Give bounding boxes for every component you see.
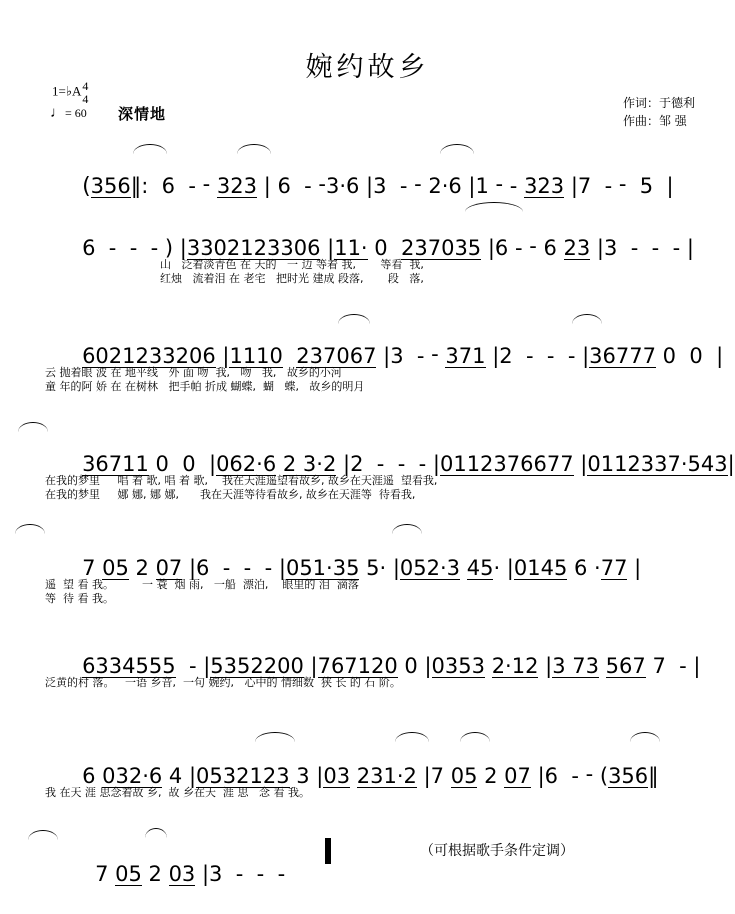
note-group: 3 73 (552, 654, 599, 678)
key-signature (52, 80, 88, 105)
slur-arc (237, 144, 271, 154)
note-group: 237035 (401, 236, 482, 260)
note-group: 2 (128, 556, 156, 580)
note-group: 3302123306 (186, 236, 321, 260)
page-title: 婉约故乡 (305, 52, 430, 83)
slur-arc (338, 314, 370, 324)
note-group: 6 · (567, 556, 601, 580)
note-group: 231·2 (356, 764, 417, 788)
note-group: 03 (323, 764, 351, 788)
note-group: 5· | (359, 556, 400, 580)
note-group: 1110 (229, 344, 283, 368)
note-group: 602123 (82, 344, 163, 368)
note-group: 6334555 (82, 654, 176, 678)
slur-arc (440, 144, 474, 154)
note-group: 2·12 (491, 654, 539, 678)
key-signature-text: 1=♭A (52, 83, 82, 99)
note-group: 3206 (162, 344, 216, 368)
slur-arc (133, 144, 167, 154)
note-group: 6 (82, 764, 103, 788)
note-group: 07 (155, 556, 183, 580)
staff-line-3-lyrics-verse1: 云 抛着眼 波 在 地平线 外 面 吻 我, 吻 我, 故乡的小河 (45, 366, 342, 379)
note-group: 052·3 (399, 556, 461, 580)
note-group: 0112337·543 (587, 452, 728, 476)
note-group: 062·6 (216, 452, 277, 476)
note-group: |3 - - - (195, 862, 292, 886)
staff-line-8-notes (55, 838, 705, 910)
note-group: 0 (367, 236, 401, 260)
note-group: 5352200 (210, 654, 304, 678)
note-group: | (215, 344, 230, 368)
note-group: 0 0 | (148, 452, 217, 476)
slur-arc (460, 732, 490, 742)
footnote: （可根据歌手条件定调） (420, 843, 574, 859)
credits (623, 94, 695, 130)
staff-line-3-lyrics-verse2: 童 年的阿 娇 在 在树林 把手帕 折成 蝴蝶, 蝴 蝶, 故乡的明月 (45, 380, 365, 393)
note-group: | (573, 452, 588, 476)
lyricist-credit: 作词：于德利 (622, 96, 695, 110)
repeat-end-icon: ‖ (648, 764, 659, 788)
note-group: | (320, 236, 335, 260)
note-group: 45 (466, 556, 494, 580)
staff-line-5-lyrics-verse1: 遥 望 看 我。 一 蓑 烟 雨, 一船 漂泊, 眼里的 泪 滴落 (45, 578, 359, 591)
note-group: 356 (90, 174, 131, 198)
slur-arc (630, 732, 660, 742)
note-group: · | (493, 556, 514, 580)
note-group: | (627, 556, 642, 580)
expression-marking: 深情地 (118, 105, 167, 123)
note-group: 051·35 (285, 556, 360, 580)
note-group: 05 (102, 556, 129, 580)
staff-line-6-lyrics-verse1: 泛黄的村 落。 一语 乡音, 一句 婉约, 心中的 情细数 狭 长 的 石 阶。 (45, 676, 401, 689)
note-group: 2 (141, 862, 169, 886)
note-group: | (727, 452, 735, 476)
staff-line-4-lyrics-verse2: 在我的梦里 娜 娜, 娜 娜, 我在天涯等待看故乡, 故乡在天涯等 待看我, (45, 488, 416, 501)
note-group: 032·6 (102, 764, 163, 788)
note-group: 356 (608, 764, 649, 788)
note-group: |3 - - - | (590, 236, 694, 260)
note-group: 36711 (82, 452, 149, 476)
note-group: | (303, 654, 318, 678)
note-group: 3 | (289, 764, 324, 788)
note-group: 07 (504, 764, 531, 788)
time-signature-bottom: 4 (82, 92, 89, 106)
slur-arc (18, 422, 48, 432)
slur-arc (28, 830, 58, 840)
note-group: 567 (605, 654, 646, 678)
note-group: 0145 (513, 556, 568, 580)
staff-line-6-notes (42, 630, 701, 702)
note-group: 0 0 | (655, 344, 724, 368)
note-group: 6 - - (148, 172, 211, 198)
time-signature-top: 4 (82, 79, 89, 93)
staff-line-4-lyrics-verse1: 在我的梦里 唱 着 歌, 唱 着 歌, 我在天涯遥望看故乡, 故乡在天涯遥 望看我, (45, 474, 438, 487)
note-group: ( (82, 174, 91, 199)
note-group: |2 - - - | (485, 344, 590, 368)
note-group: 371 (445, 344, 486, 368)
note-group: 77 (600, 556, 628, 580)
note-group: 0112376677 (439, 452, 574, 476)
slur-arc (15, 524, 45, 534)
slur-arc (572, 314, 602, 324)
note-group: - | (175, 654, 211, 678)
note-group: 767120 (317, 654, 398, 678)
note-group: |6 - - 6 (481, 234, 564, 260)
note-group: 323 (524, 174, 565, 198)
fermata-icon (145, 828, 167, 838)
slur-arc (395, 732, 429, 742)
final-barline (325, 838, 331, 864)
note-group: 2 3·2 (282, 452, 337, 476)
note-group: |7 - - 5 | (564, 172, 674, 198)
note-group: 23 (563, 236, 591, 260)
note-group: | 6 - -3·6 |3 - - 2·6 |1 - - (257, 172, 525, 198)
note-group: |6 - - ( (530, 762, 609, 788)
note-group: |6 - - - | (182, 556, 286, 580)
tempo-value: = 60 (65, 106, 87, 120)
note-group: 323 (216, 174, 258, 198)
repeat-start-icon: ‖: (130, 174, 149, 198)
note-group: 2 (477, 764, 505, 788)
note-group: | (538, 654, 553, 678)
staff-line-7-lyrics-verse1: 我 在天 涯 思念着故 乡, 故 乡在天 涯 思 念 看 我。 (45, 786, 310, 799)
note-group: 7 - | (645, 654, 701, 678)
quarter-note-icon: ♩ (50, 105, 65, 121)
note-group: 0353 (431, 654, 485, 678)
note-group: 7 (82, 556, 103, 580)
note-group: |3 - - (376, 342, 439, 368)
tempo-marking (50, 105, 87, 122)
note-group: |2 - - - | (336, 452, 440, 476)
note-group: 05 (115, 862, 142, 886)
staff-line-5-lyrics-verse2: 等 待 看 我。 (45, 592, 114, 605)
note-group: 0532123 (196, 764, 290, 788)
note-group: 36777 (589, 344, 656, 368)
note-group: 6 - - - ) | (82, 236, 187, 260)
note-group: |7 (416, 764, 451, 788)
staff-line-2-lyrics-verse1: 山 泛着淡青色 在 天的 一 边 等着 我, 等看 我, (160, 258, 424, 271)
note-group: 03 (168, 862, 196, 886)
note-group: 05 (450, 764, 478, 788)
note-group: 237067 (296, 344, 377, 368)
staff-line-2-lyrics-verse2: 红烛 流着泪 在 老宅 把时光 建成 段落, 段 落, (160, 272, 424, 285)
note-group: 4 | (162, 764, 197, 788)
slur-arc (392, 524, 422, 534)
note-group: 7 (95, 862, 116, 886)
note-group: 11· (334, 236, 368, 260)
composer-credit: 作曲：邹 强 (622, 114, 687, 128)
staff-line-7-notes (42, 740, 692, 812)
note-group: 0 | (397, 654, 432, 678)
slur-arc (255, 732, 295, 742)
